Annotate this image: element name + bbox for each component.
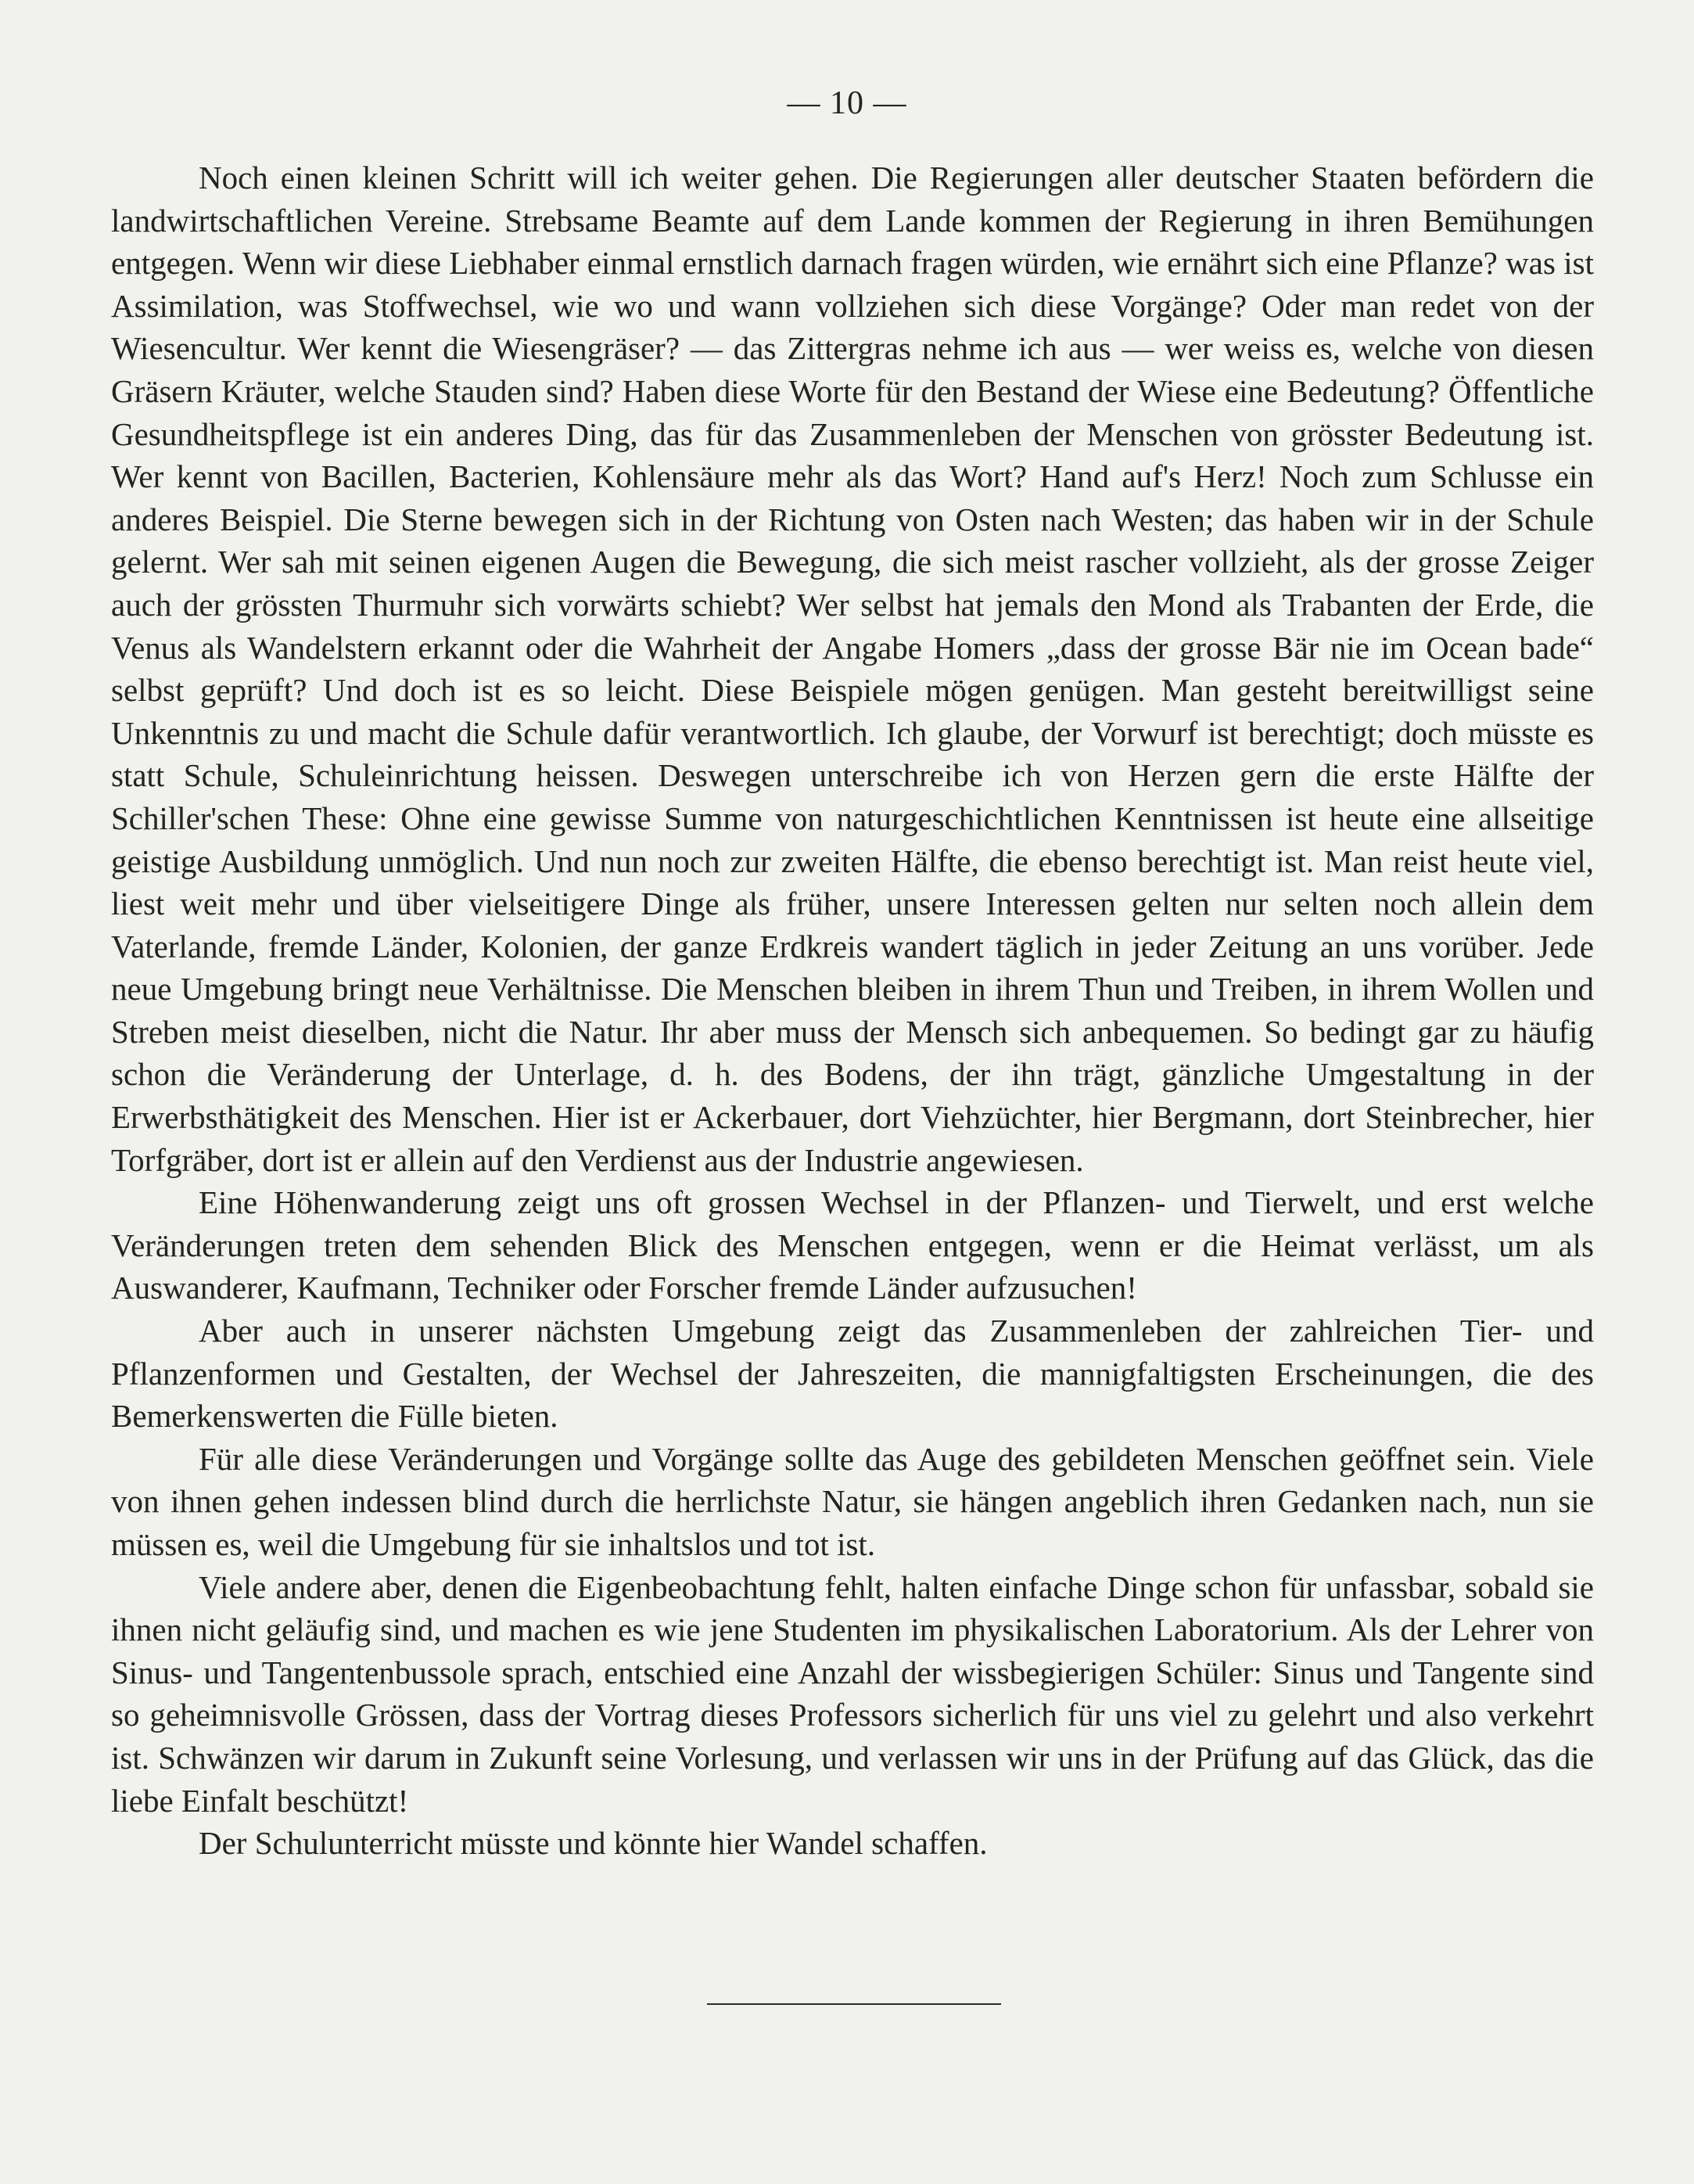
paragraph-1: Noch einen kleinen Schritt will ich weiter gehen. Die Regierungen aller deutscher Staaten befördern die landwirtschaftlichen Vereine. Strebsame Beamte auf dem Lande kommen der Regierung in ihren Bemühungen entgegen. Wenn wir diese Liebhaber einmal ernstlich darnach fragen würden, wie ernährt sich eine Pflanze? was ist Assimilation, was Stoffwechsel, wie wo und wann vollziehen sich diese Vorgänge? Oder man redet von der Wiesencultur. Wer kennt die Wiesengräser? — das Zittergras nehme ich aus — wer weiss es, welche von diesen Gräsern Kräuter, welche Stauden sind? Haben diese Worte für den Bestand der Wiese eine Bedeutung? Öffentliche Gesundheitspflege ist ein anderes Ding, das für das Zusammenleben der Menschen von grösster Bedeutung ist. Wer kennt von Bacillen, Bacterien, Kohlensäure mehr als das Wort? Hand auf's Herz! Noch zum Schlusse ein anderes Beispiel. Die Sterne bewegen sich in der Richtung von Osten nach Westen; das haben wir in der Schule gelernt. Wer sah mit seinen eigenen Augen die Bewegung, die sich meist rascher vollzieht, als der grosse Zeiger auch der grössten Thurmuhr sich vorwärts schiebt? Wer selbst hat jemals den Mond als Trabanten der Erde, die Venus als Wandelstern erkannt oder die Wahrheit der Angabe Homers „dass der grosse Bär nie im Ocean bade“ selbst geprüft? Und doch ist es so leicht. Diese Beispiele mögen genügen. Man gesteht bereitwilligst seine Unkenntnis zu und macht die Schule dafür verantwortlich. Ich glaube, der Vorwurf ist berechtigt; doch müsste es statt Schule, Schuleinrichtung heissen. Deswegen unterschreibe ich von Herzen gern die erste Hälfte der Schiller'schen These: Ohne eine gewisse Summe von naturgeschichtlichen Kenntnissen ist heute eine allseitige geistige Ausbildung unmöglich. Und nun noch zur zweiten Hälfte, die ebenso berechtigt ist. Man reist heute viel, liest weit mehr und über vielseitigere Dinge als früher, unsere Interessen gelten nur selten noch allein dem Vaterlande, fremde Länder, Kolonien, der ganze Erdkreis wandert täglich in jeder Zeitung an uns vorüber. Jede neue Umgebung bringt neue Verhältnisse. Die Menschen bleiben in ihrem Thun und Treiben, in ihrem Wollen und Streben meist dieselben, nicht die Natur. Ihr aber muss der Mensch sich anbequemen. So bedingt gar zu häufig schon die Veränderung der Unterlage, d. h. des Bodens, der ihn trägt, gänzliche Umgestaltung in der Erwerbsthätigkeit des Menschen. Hier ist er Ackerbauer, dort Viehzüchter, hier Bergmann, dort Steinbrecher, hier Torfgräber, dort ist er allein auf den Verdienst aus der Industrie angewiesen. <box>111 160 1594 1178</box>
paragraph-6: Der Schulunterricht müsste und könnte hier Wandel schaffen. <box>199 1825 988 1862</box>
paragraph-3: Aber auch in unserer nächsten Umgebung zeigt das Zusammenleben der zahlreichen Tier- und Pflanzenformen und Gestalten, der Wechsel der Jahreszeiten, die mannigfaltigsten Erscheinungen, die des Bemerkenswerten die Fülle bieten. <box>111 1313 1594 1435</box>
paragraph-4: Für alle diese Veränderungen und Vorgänge sollte das Auge des gebildeten Menschen geöffnet sein. Viele von ihnen gehen indessen blind durch die herrlichste Natur, sie hängen angeblich ihren Gedanken nach, nun sie müssen es, weil die Umgebung für sie inhaltslos und tot ist. <box>111 1440 1594 1562</box>
body-text <box>111 156 1594 1865</box>
end-rule <box>707 2003 1001 2005</box>
page-number: — 10 — <box>787 85 907 121</box>
paragraph-5: Viele andere aber, denen die Eigenbeobachtung fehlt, halten einfache Dinge schon für unfassbar, sobald sie ihnen nicht geläufig sind, und machen es wie jene Studenten im physikalischen Laboratorium. Als der Lehrer von Sinus- und Tangentenbussole sprach, entschied eine Anzahl der wissbegierigen Schüler: Sinus und Tangente sind so geheimnisvolle Grössen, dass der Vortrag dieses Professors sicherlich für uns viel zu gelehrt und also verkehrt ist. Schwänzen wir darum in Zukunft seine Vorlesung, und verlassen wir uns in der Prüfung auf das Glück, das die liebe Einfalt beschützt! <box>111 1568 1594 1819</box>
paragraph-2: Eine Höhenwanderung zeigt uns oft grossen Wechsel in der Pflanzen- und Tierwelt, und erst welche Veränderungen treten dem sehenden Blick des Menschen entgegen, wenn er die Heimat verlässt, um als Auswanderer, Kaufmann, Techniker oder Forscher fremde Länder aufzusuchen! <box>111 1184 1594 1306</box>
